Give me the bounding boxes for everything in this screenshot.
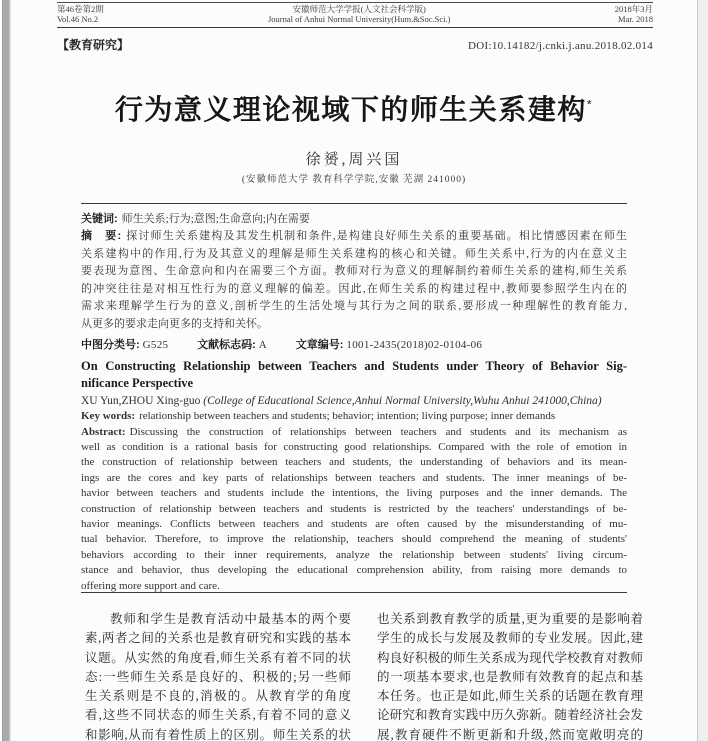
journal-issue-en: Vol.46 No.2 [57, 13, 99, 24]
authors-en: XU Yun,ZHOU Xing-guo [81, 395, 201, 407]
section-category: 【教育研究】 [57, 38, 130, 52]
meta-row [81, 336, 627, 354]
text-line: 学生的成长与发展及教师的专业发展。因此,建 [377, 631, 643, 646]
body-column-left [85, 610, 351, 741]
body-column-right [377, 610, 643, 741]
article-title-text: 行为意义理论视域下的师生关系建构 [114, 94, 587, 125]
text-line: havior between teachers and students include the intentions, the living purposes and the inner demands. The [81, 487, 627, 500]
abstract-cn-first-line [81, 228, 627, 246]
journal-date-en: Mar. 2018 [618, 13, 653, 24]
text-line: 生关系则是不良的,消极的。从教育学的角度 [85, 689, 351, 704]
text-line: 的冲突往往是对相互性行为的意义理解的偏差。因此,在师生关系的构建过程中,教师要参照学生内在的 [81, 282, 627, 295]
keywords-en-line [81, 409, 627, 425]
text-line: 要表现为意图、生命意向和内在需要三个方面。教师对行为意义的理解制约着师生关系的建构,师生关系 [81, 265, 627, 277]
article-id-label: 文章编号: [295, 339, 344, 351]
text-line: 关系建构中的作用,行为及其意义的理解是师生关系建构的核心和关键。师生关系中,行为的内在意义主 [81, 247, 627, 260]
abstract-cn-first-text: 探讨师生关系建构及其发生机制和条件,是构建良好师生关系的重要基础。相比情感因素在师生 [125, 230, 627, 242]
journal-issue [57, 5, 104, 24]
abstract-en-first-text: Discussing the construction of relationships between teachers and students and its mechanism as [129, 425, 627, 438]
text-line: ings are the cores and key parts of relationships between teachers and students. The inner meanings of be- [81, 471, 627, 484]
text-line: 和影响,从而有着性质上的区别。师生关系的状 [85, 727, 351, 741]
text-line: stance and behavior, thus developing the educational comprehension ability, from raising more demands to [81, 564, 627, 577]
text-line: 本任务。也正是如此,师生关系的话题在教育理 [377, 689, 643, 704]
abstract-block [81, 203, 627, 593]
article-id-value: 1001-2435(2018)02-0104-06 [346, 339, 483, 351]
clc-pair [81, 339, 168, 351]
text-line: 论研究和教育实践中历久弥新。随着经济社会发 [377, 708, 643, 723]
doc-code-label: 文献标志码: [197, 339, 256, 351]
text-line: offering more support and care. [81, 579, 220, 592]
abstract-en-first-line [81, 425, 627, 440]
clc-label: 中图分类号: [81, 339, 140, 351]
article-title [0, 88, 708, 128]
text-line: 议题。从实然的角度看,师生关系有着不同的状 [85, 650, 351, 665]
text-line: On Constructing Relationship between Teachers and Students under Theory of Behavior Sig- [81, 359, 627, 373]
keywords-cn-text: 师生关系;行为;意图;生命意向;内在需要 [121, 213, 310, 225]
text-line: 从更多的要求走向更多的支持和关怀。 [81, 317, 268, 330]
text-line: 教师和学生是教育活动中最基本的两个要 [110, 612, 351, 626]
text-line: 需求来理解学生行为的意义,剖析学生的生活处境与其行为之间的联系,要形成一种理解性的教育能力, [81, 300, 627, 312]
doc-code-value: A [258, 339, 267, 351]
text-line: well as condition is a rational basis for constructing good relationships. Compared with the role of emotion in [81, 440, 627, 453]
abstract-en-label: Abstract: [81, 425, 126, 438]
text-line: 也关系到教育教学的质量,更为重要的是影响着 [377, 612, 643, 626]
text-line: 构良好积极的师生关系成为现代学校教育对教师 [377, 650, 643, 665]
affiliation-en: (College of Educational Science,Anhui Normal University,Wuhu Anhui 241000,China) [203, 395, 602, 407]
journal-issue-cn: 第46卷第2期 [57, 4, 104, 14]
text-line: 的一项基本要求,也是教师有效教育的起点和基 [377, 669, 643, 684]
doc-code-pair [197, 339, 267, 351]
abstract-cn-lines [81, 246, 627, 334]
text-line: 素,两者之间的关系也是教育研究和实践的基本 [85, 631, 351, 646]
text-line: construction of relationship between teachers and students is restricted by the teachers' understandings of be- [81, 502, 627, 515]
keywords-cn-label: 关键词: [81, 213, 118, 225]
text-line: the construction of relationship between teachers and students, the understanding of behaviors and its mean- [81, 456, 627, 469]
journal-date [615, 5, 653, 24]
authors-cn: 徐赟,周兴国 [305, 152, 403, 168]
doi-text: DOI:10.14182/j.cnki.j.anu.2018.02.014 [468, 40, 653, 52]
text-line: tual behavior. Therefore, to improve the relationship, teachers should comprehend the meaning of students' [81, 533, 627, 546]
keywords-cn-line [81, 210, 627, 228]
journal-name-cn: 安徽师范大学学报(人文社会科学版) [292, 4, 426, 14]
body-columns [85, 610, 643, 741]
category-row [57, 36, 653, 53]
text-line: havior meanings. Conflicts between teachers and students are often caused by the misunderstanding of mu- [81, 517, 627, 530]
article-id-pair [296, 339, 483, 351]
article-title-en [81, 358, 627, 391]
keywords-en-label: Key words: [81, 410, 136, 422]
clc-value: G525 [142, 339, 169, 351]
keywords-en-text: relationship between teachers and students; behavior; intention; living purpose; inner demands [139, 410, 556, 422]
abstract-en-lines [81, 440, 627, 594]
title-footnote-mark: * [586, 97, 594, 112]
text-line: 看,这些不同状态的师生关系,有着不同的意义 [85, 708, 351, 723]
text-line: nificance Perspective [81, 375, 194, 390]
journal-date-cn: 2018年3月 [614, 4, 653, 14]
affiliation-cn: (安徽师范大学 教育科学学院,安徽 芜湖 241000) [241, 175, 467, 185]
text-line: 展,教育硬件不断更新和升级,然而宽敞明亮的 [377, 727, 643, 741]
authors-en-line [81, 393, 627, 409]
journal-name-en: Journal of Anhui Normal University(Hum.&Soc.Sci.) [268, 13, 451, 24]
journal-name [268, 5, 451, 24]
text-line: 态:一些师生关系是良好的、积极的;另一些师 [85, 669, 351, 684]
abstract-cn-label: 摘 要: [81, 230, 122, 242]
journal-header [57, 2, 653, 28]
text-line: behaviors according to their inner requirements, analyze the relationship between students' living circum- [81, 548, 627, 561]
